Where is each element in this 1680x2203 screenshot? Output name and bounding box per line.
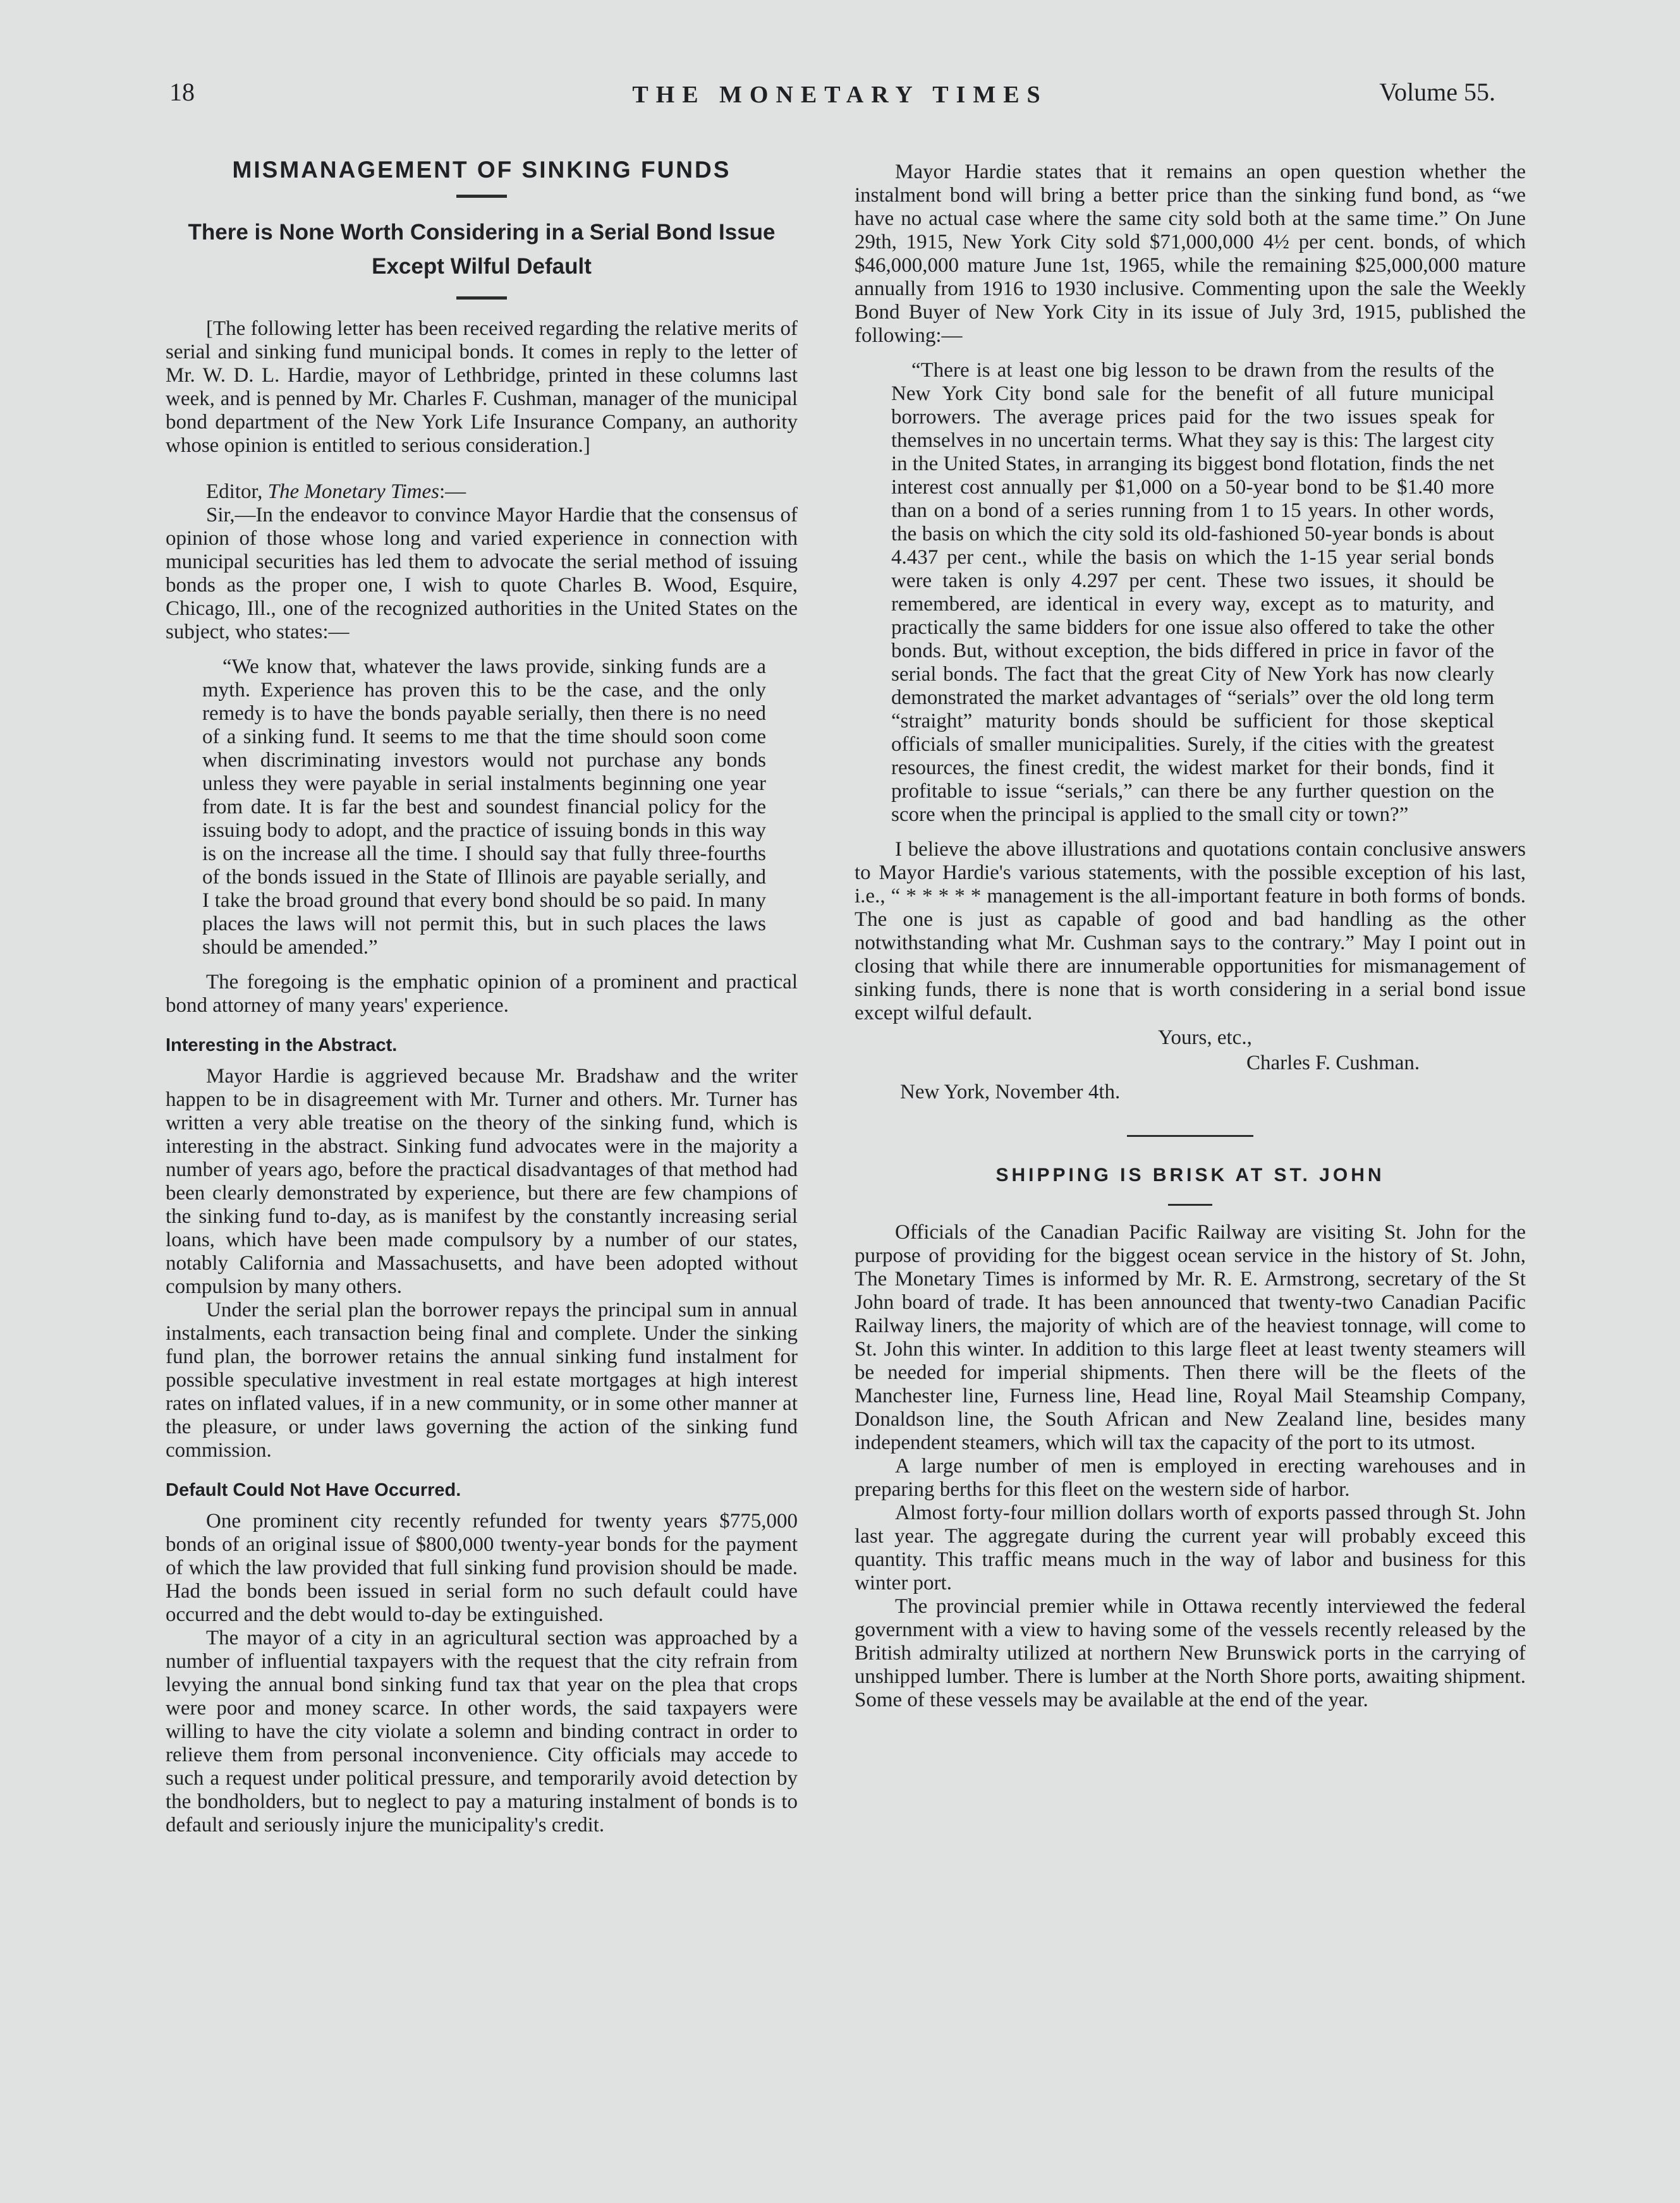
editor-publication: The Monetary Times: [267, 480, 439, 503]
right-column: [855, 161, 1526, 1712]
bond-buyer-quote: “There is at least one big lesson to be drawn from the results of the New York City bond sale for the benefit of all future municipal borrowers. The average prices paid for the two issues speak for themselves in no uncertain terms. What they say is this: The largest city in the United States, in arranging its biggest bond flotation, finds the net interest cost annually per $1,000 on a 50-year bond to be $1.40 more than on a bond of a series running from 1 to 15 years. In other words, the basis on which the city sold its old-fashioned 50-year bonds is about 4.437 per cent., while the basis on which the 1-15 year serial bonds were taken is only 4.297 per cent. These two issues, it should be remembered, are identical in every way, except as to maturity, and practically the same bidders for one issue also offered to take the other bonds. But, without exception, the bids differed in price in favor of the serial bonds. The fact that the great City of New York has now clearly demonstrated the market advantages of “serials” over the old long term “straight” maturity bonds should be sufficient for those skeptical officials of smaller municipalities. Surely, if the cities with the greatest resources, the finest credit, the widest market for their bonds, find it profitable to issue “serials,” can there be any further question on the score when the principal is applied to the small city or town?”: [891, 359, 1494, 826]
letter-paragraph-1: Sir,—In the endeavor to convince Mayor Hardie that the consensus of opinion of those whose long and varied experience in connection with municipal securities has led them to advocate the serial method of issuing bonds as the proper one, I wish to quote Charles B. Wood, Esquire, Chicago, Ill., one of the recognized authorities in the United States on the subject, who states:—: [166, 504, 798, 643]
article-title: MISMANAGEMENT OF SINKING FUNDS: [232, 157, 731, 183]
left-column: [166, 157, 798, 1837]
letter-paragraph-2: The foregoing is the emphatic opinion of a prominent and practical bond attorney of many years' experience.: [166, 971, 798, 1017]
article2-title: SHIPPING IS BRISK AT ST. JOHN: [995, 1165, 1385, 1186]
shipping-paragraph-4: The provincial premier while in Ottawa recently interviewed the federal government with a view to having some of the vessels recently released by the British admiralty utilized at northern New Brunswick ports in the carrying of unshipped lumber. There is lumber at the North Shore ports, awaiting shipment. Some of these vessels may be available at the end of the year.: [855, 1595, 1526, 1711]
letter-paragraph-7: Mayor Hardie states that it remains an open question whether the instalment bond will bring a better price than the sinking fund bond, as “we have no actual case where the same city sold both at the same time.” On June 29th, 1915, New York City sold $71,000,000 4½ per cent. bonds, of which $46,000,000 mature June 1st, 1965, while the remaining $25,000,000 mature annually from 1916 to 1930 inclusive. Commenting upon the sale the Weekly Bond Buyer of New York City in its issue of July 3rd, 1915, published the following:—: [855, 161, 1526, 347]
wood-quote: “We know that, whatever the laws provide, sinking funds are a myth. Experience has proven this to be the case, and the only remedy is to have the bonds payable serially, then there is no need of a sinking fund. It seems to me that the time should soon come when discriminating investors would not purchase any bonds unless they were payable in serial instalments beginning one year from date. It is far the best and soundest financial policy for the issuing body to adopt, and the practice of issuing bonds in this way is on the increase all the time. I should say that fully three-fourths of the bonds issued in the State of Illinois are payable serially, and I take the broad ground that every bond should be so paid. In many places the laws will not permit this, but in such places the laws should be amended.”: [202, 655, 766, 959]
editor-salutation: [166, 480, 798, 504]
shipping-paragraph-2: A large number of men is employed in erecting warehouses and in preparing berths for this fleet on the western side of harbor.: [855, 1455, 1526, 1501]
article-subtitle: There is None Worth Considering in a Serial Bond Issue Except Wilful Default: [188, 220, 776, 279]
letter-paragraph-3: Mayor Hardie is aggrieved because Mr. Bradshaw and the writer happen to be in disagreement with Mr. Turner and others. Mr. Turner has written a very able treatise on the theory of the sinking fund, which is interesting in the abstract. Sinking fund advocates were in the majority a number of years ago, before the practical disadvantages of that method had been clearly demonstrated by experience, but there are few champions of the sinking fund to-day, as is manifest by the constantly increasing serial loans, which have been made compulsory by a number of our states, notably California and Massachusetts, and have been adopted without compulsion by many others.: [166, 1065, 798, 1298]
editor-prefix: Editor,: [206, 480, 268, 503]
title-rule: [456, 195, 507, 198]
volume-label: Volume 55.: [1379, 78, 1495, 106]
section-heading-abstract: Interesting in the Abstract.: [166, 1035, 398, 1055]
shipping-paragraph-1: Officials of the Canadian Pacific Railway are visiting St. John for the purpose of providing for the biggest ocean service in the history of St. John, The Monetary Times is informed by Mr. R. E. Armstrong, secretary of the St John board of trade. It has been announced that twenty-two Canadian Pacific Railway liners, the majority of which are of the heaviest tonnage, will come to St. John this winter. In addition to this large fleet at least twenty steamers will be needed for imperial shipments. Then there will be the fleets of the Manchester line, Furness line, Head line, Royal Mail Steamship Company, Donaldson line, the South African and New Zealand line, besides many independent steamers, which will tax the capacity of the port to its utmost.: [855, 1221, 1526, 1454]
letter-paragraph-8: I believe the above illustrations and quotations contain conclusive answers to Mayor Hardie's various statements, with the possible exception of his last, i.e., “ * * * * * management is the all-important feature in both forms of bonds. The one is just as capable of good and bad handling as the other notwithstanding what Mr. Cushman says to the contrary.” May I point out in closing that while there are innumerable opportunities for mismanagement of sinking funds, there is none that is worth considering in a serial bond issue except wilful default.: [855, 838, 1526, 1024]
letter-paragraph-6: The mayor of a city in an agricultural section was approached by a number of influential taxpayers with the request that the city refrain from levying the annual bond sinking fund tax that year on the plea that crops were poor and money scarce. In other words, the said taxpayers were willing to have the city violate a solemn and binding contract in order to relieve them from personal inconvenience. City officials may accede to such a request under political pressure, and temporarily avoid detection by the bondholders, but to neglect to pay a maturing instalment of bonds is to default and seriously injure the municipality's credit.: [166, 1627, 798, 1836]
article2-title-rule: [1168, 1204, 1212, 1206]
publication-title: THE MONETARY TIMES: [632, 82, 1048, 108]
closing: Yours, etc.,: [1158, 1026, 1252, 1049]
dateline: New York, November 4th.: [900, 1081, 1121, 1103]
shipping-paragraph-3: Almost forty-four million dollars worth of exports passed through St. John last year. The aggregate during the current year will probably exceed this quantity. This traffic means much in the way of labor and business for this winter port.: [855, 1502, 1526, 1594]
page-number: 18: [169, 78, 195, 106]
letter-paragraph-4: Under the serial plan the borrower repays the principal sum in annual instalments, each transaction being final and complete. Under the sinking fund plan, the borrower retains the annual sinking fund instalment for possible speculative investment in real estate mortgages at high interest rates on inflated values, if in a new community, or in some other manner at the pleasure, or under laws governing the action of the sinking fund commission.: [166, 1299, 798, 1462]
editor-suffix: :—: [439, 480, 466, 503]
intro-paragraph: [The following letter has been received regarding the relative merits of serial and sinking fund municipal bonds. It comes in reply to the letter of Mr. W. D. L. Hardie, mayor of Lethbridge, printed in these columns last week, and is penned by Mr. Charles F. Cushman, manager of the municipal bond department of the New York Life Insurance Company, an authority whose opinion is entitled to serious consideration.]: [166, 317, 798, 457]
subtitle-rule: [456, 296, 507, 300]
article-divider: [1127, 1135, 1253, 1137]
section-heading-default: Default Could Not Have Occurred.: [166, 1480, 461, 1500]
signature: Charles F. Cushman.: [1246, 1052, 1420, 1074]
letter-paragraph-5: One prominent city recently refunded for twenty years $775,000 bonds of an original issue of $800,000 twenty-year bonds for the payment of which the law provided that full sinking fund provision should be made. Had the bonds been issued in serial form no such default could have occurred and the debt would to-day be extinguished.: [166, 1510, 798, 1626]
